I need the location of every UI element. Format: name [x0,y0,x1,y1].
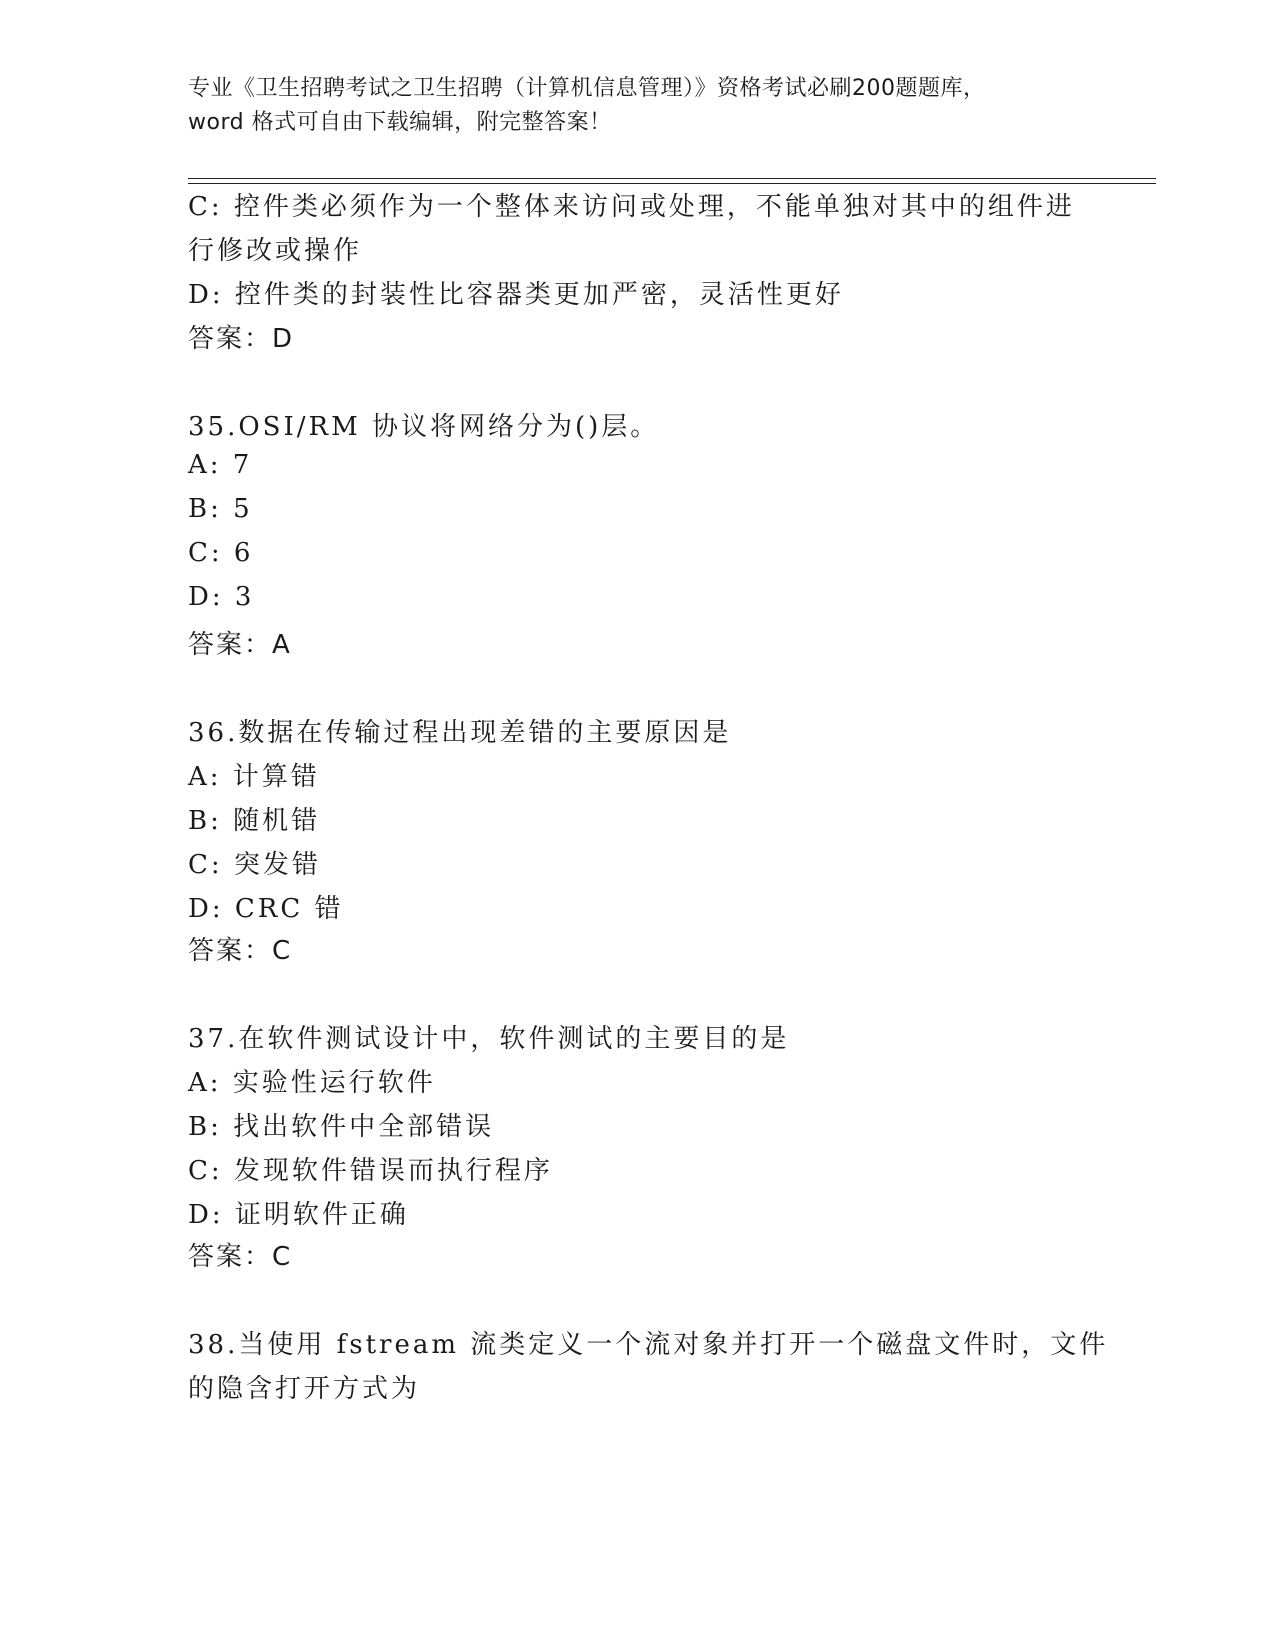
q36-option-c: C: 突发错 [188,850,321,880]
q35-answer: 答案：A [188,630,292,660]
header-title-line1: 专业《卫生招聘考试之卫生招聘（计算机信息管理）》资格考试必刷200题题库， [188,76,986,101]
q36-stem: 36.数据在传输过程出现差错的主要原因是 [188,718,732,748]
q34-option-c-line2: 行修改或操作 [188,236,363,266]
q38-stem-line2: 的隐含打开方式为 [188,1374,421,1404]
q37-answer: 答案：C [188,1242,293,1272]
q37-option-d: D: 证明软件正确 [188,1200,409,1230]
q36-option-b: B: 随机错 [188,806,321,836]
q35-option-a: A: 7 [188,450,253,480]
q36-answer: 答案：C [188,936,293,966]
q34-option-d: D: 控件类的封装性比容器类更加严密，灵活性更好 [188,280,844,310]
q34-option-c-line1: C: 控件类必须作为一个整体来访问或处理，不能单独对其中的组件进 [188,192,1075,222]
header-divider-top [188,178,1156,179]
q38-stem-line1: 38.当使用 fstream 流类定义一个流对象并打开一个磁盘文件时，文件 [188,1330,1109,1360]
q35-option-b: B: 5 [188,494,253,524]
document-header [188,72,1088,140]
q37-option-a: A: 实验性运行软件 [188,1068,436,1098]
q36-option-a: A: 计算错 [188,762,320,792]
header-divider-bottom [188,183,1156,184]
q35-option-d: D: 3 [188,582,255,612]
header-title-line2: word 格式可自由下载编辑，附完整答案！ [188,110,612,135]
q37-stem: 37.在软件测试设计中，软件测试的主要目的是 [188,1024,790,1054]
q36-option-d: D: CRC 错 [188,894,344,924]
q35-stem: 35.OSI/RM 协议将网络分为()层。 [188,412,660,442]
q37-option-b: B: 找出软件中全部错误 [188,1112,495,1142]
q37-option-c: C: 发现软件错误而执行程序 [188,1156,553,1186]
q34-answer: 答案：D [188,324,295,354]
q35-option-c: C: 6 [188,538,254,568]
